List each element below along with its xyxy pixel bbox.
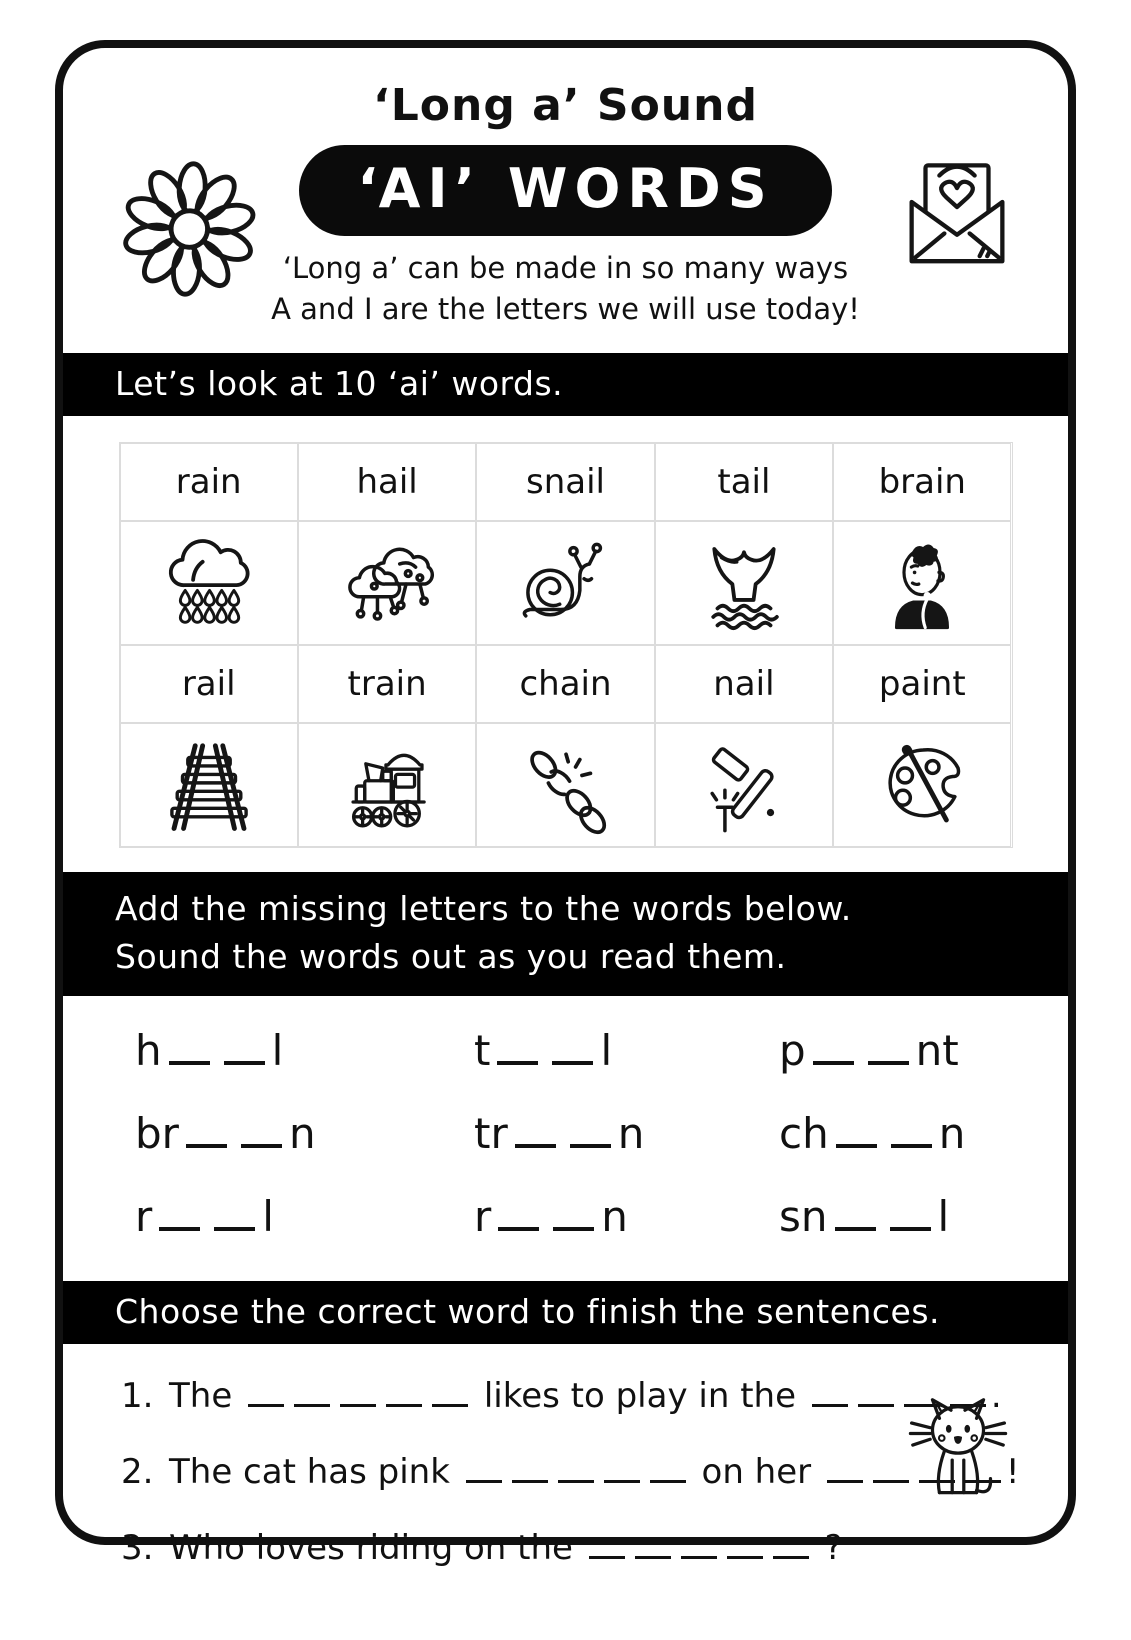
word-icon-cell bbox=[298, 723, 476, 847]
sentence-body bbox=[169, 1376, 1002, 1416]
rain-icon bbox=[156, 530, 262, 636]
blank-line bbox=[159, 1225, 200, 1231]
fillin-item bbox=[474, 1026, 779, 1075]
sentence-text: ? bbox=[813, 1527, 843, 1568]
fillin-prefix: h bbox=[135, 1025, 162, 1075]
section-banner-missing bbox=[63, 872, 1068, 996]
sentence-text: The bbox=[169, 1375, 244, 1416]
blank-line bbox=[681, 1554, 717, 1559]
blank-line bbox=[186, 1142, 227, 1148]
blank-line bbox=[858, 1402, 894, 1407]
blank-line bbox=[241, 1142, 282, 1148]
sentence-body bbox=[169, 1452, 1020, 1492]
blank-line bbox=[650, 1478, 686, 1483]
blank-line bbox=[589, 1554, 625, 1559]
fillin-suffix: l bbox=[271, 1025, 284, 1075]
hammer-nail-icon bbox=[691, 732, 797, 838]
blank-line bbox=[727, 1554, 763, 1559]
word-icon-cell bbox=[655, 723, 833, 847]
word-label-cell bbox=[655, 443, 833, 521]
banner-missing-line2: Sound the words out as you read them. bbox=[115, 937, 787, 977]
fillin-blanks bbox=[179, 1109, 289, 1158]
sentence-text: Who loves riding on the bbox=[169, 1527, 584, 1568]
word-icon-cell bbox=[655, 521, 833, 645]
word-label-cell bbox=[298, 443, 476, 521]
word-icon-cell bbox=[476, 723, 654, 847]
blank-line bbox=[891, 1142, 932, 1148]
ai-words-badge: ‘AI’ WORDS bbox=[299, 145, 831, 236]
sentence-text: on her bbox=[690, 1451, 822, 1492]
word-label: rain bbox=[175, 462, 242, 503]
fillin-prefix: t bbox=[474, 1025, 491, 1075]
blank-line bbox=[340, 1402, 376, 1407]
blank-line bbox=[835, 1225, 876, 1231]
word-label-cell bbox=[833, 645, 1011, 723]
worksheet-page bbox=[55, 40, 1076, 1568]
sentence-text: The cat has pink bbox=[169, 1451, 461, 1492]
fillin-item bbox=[779, 1192, 1038, 1241]
fillin-item bbox=[474, 1109, 779, 1158]
rail-tracks-icon bbox=[156, 732, 262, 838]
sentence-text: likes to play in the bbox=[473, 1375, 807, 1416]
blank-line bbox=[386, 1402, 422, 1407]
fillin-prefix: sn bbox=[779, 1191, 828, 1241]
fillin-prefix: r bbox=[474, 1191, 492, 1241]
word-label-cell bbox=[476, 443, 654, 521]
blank-line bbox=[553, 1225, 594, 1231]
blank-line bbox=[635, 1554, 671, 1559]
word-label: nail bbox=[713, 664, 775, 705]
word-icon-cell bbox=[298, 521, 476, 645]
fillin-prefix: ch bbox=[779, 1108, 829, 1158]
sentence-number: 1. bbox=[121, 1375, 154, 1416]
fillin-blanks bbox=[162, 1026, 272, 1075]
word-label-cell bbox=[476, 645, 654, 723]
fillin-item bbox=[779, 1109, 1038, 1158]
word-icon-cell bbox=[833, 521, 1011, 645]
fillin-blanks bbox=[491, 1192, 601, 1241]
word-label: hail bbox=[356, 462, 418, 503]
fillin-suffix: n bbox=[617, 1108, 645, 1158]
snail-icon bbox=[512, 530, 618, 636]
fillin-blanks bbox=[829, 1109, 939, 1158]
blank-line bbox=[552, 1059, 593, 1065]
subtitle-line1: ‘Long a’ can be made in so many ways bbox=[282, 251, 849, 285]
fillin-prefix: p bbox=[779, 1025, 806, 1075]
flower-icon bbox=[105, 142, 272, 309]
blank-line bbox=[515, 1142, 556, 1148]
fillin-list bbox=[63, 996, 1068, 1257]
word-label: tail bbox=[717, 462, 771, 503]
fillin-suffix: l bbox=[600, 1025, 613, 1075]
train-icon bbox=[334, 732, 440, 838]
sentence-number: 2. bbox=[121, 1451, 154, 1492]
word-icon-cell bbox=[833, 723, 1011, 847]
fillin-suffix: nt bbox=[915, 1025, 959, 1075]
blank-line bbox=[497, 1059, 538, 1065]
blank-line bbox=[169, 1059, 210, 1065]
fillin-item bbox=[474, 1192, 779, 1241]
sentence-text: . bbox=[990, 1375, 1002, 1416]
word-label: train bbox=[347, 664, 427, 705]
blank-line bbox=[827, 1478, 863, 1483]
fillin-prefix: r bbox=[135, 1191, 153, 1241]
section-banner-choose: Choose the correct word to finish the sentences. bbox=[63, 1281, 1068, 1344]
blank-line bbox=[224, 1059, 265, 1065]
blank-line bbox=[812, 1402, 848, 1407]
word-icon-cell bbox=[120, 723, 298, 847]
fillin-blanks bbox=[152, 1192, 262, 1241]
fillin-suffix: n bbox=[288, 1108, 316, 1158]
fillin-blanks bbox=[828, 1192, 938, 1241]
word-label: paint bbox=[878, 664, 966, 705]
blank-line bbox=[512, 1478, 548, 1483]
fillin-suffix: l bbox=[937, 1191, 950, 1241]
chain-icon bbox=[512, 732, 618, 838]
fillin-suffix: l bbox=[262, 1191, 274, 1241]
sentence-number: 3. bbox=[121, 1527, 154, 1568]
word-label: chain bbox=[519, 664, 612, 705]
blank-line bbox=[294, 1402, 330, 1407]
sentence-body bbox=[169, 1528, 843, 1568]
word-label-cell bbox=[298, 645, 476, 723]
word-label: brain bbox=[878, 462, 966, 503]
blank-line bbox=[604, 1478, 640, 1483]
word-label-cell bbox=[120, 443, 298, 521]
blank-line bbox=[248, 1402, 284, 1407]
fillin-suffix: n bbox=[938, 1108, 966, 1158]
cat-icon bbox=[900, 1393, 1016, 1511]
brain-icon bbox=[869, 530, 975, 636]
blank-line bbox=[558, 1478, 594, 1483]
blank-line bbox=[570, 1142, 611, 1148]
word-label: rail bbox=[181, 664, 236, 705]
fillin-item bbox=[135, 1026, 474, 1075]
blank-line bbox=[214, 1225, 255, 1231]
page-title: ‘Long a’ Sound bbox=[373, 80, 758, 131]
fillin-blanks bbox=[508, 1109, 618, 1158]
heart-mail-icon bbox=[894, 144, 1020, 270]
fillin-suffix: n bbox=[601, 1191, 628, 1241]
blank-line bbox=[813, 1059, 854, 1065]
fillin-prefix: br bbox=[135, 1108, 179, 1158]
fillin-blanks bbox=[806, 1026, 916, 1075]
word-icon-cell bbox=[476, 521, 654, 645]
fillin-item bbox=[135, 1192, 474, 1241]
fillin-item bbox=[135, 1109, 474, 1158]
word-label: snail bbox=[525, 462, 605, 503]
fillin-item bbox=[779, 1026, 1038, 1075]
fillin-prefix: tr bbox=[474, 1108, 508, 1158]
blank-line bbox=[773, 1554, 809, 1559]
sentence-item bbox=[121, 1528, 1038, 1568]
subtitle-line2: A and I are the letters we will use today! bbox=[271, 291, 860, 326]
banner-missing-line1: Add the missing letters to the words below. bbox=[115, 889, 852, 929]
blank-line bbox=[868, 1059, 909, 1065]
sentence-text: ! bbox=[1005, 1451, 1020, 1492]
paint-palette-icon bbox=[869, 732, 975, 838]
section-banner-look: Let’s look at 10 ‘ai’ words. bbox=[63, 353, 1068, 416]
word-label-cell bbox=[833, 443, 1011, 521]
blank-line bbox=[432, 1402, 468, 1407]
word-label-cell bbox=[655, 645, 833, 723]
word-icon-cell bbox=[120, 521, 298, 645]
blank-line bbox=[890, 1225, 931, 1231]
blank-line bbox=[836, 1142, 877, 1148]
hail-icon bbox=[334, 530, 440, 636]
word-label-cell bbox=[120, 645, 298, 723]
word-grid bbox=[119, 442, 1013, 848]
blank-line bbox=[466, 1478, 502, 1483]
whale-tail-icon bbox=[691, 530, 797, 636]
fillin-blanks bbox=[490, 1026, 600, 1075]
blank-line bbox=[498, 1225, 539, 1231]
